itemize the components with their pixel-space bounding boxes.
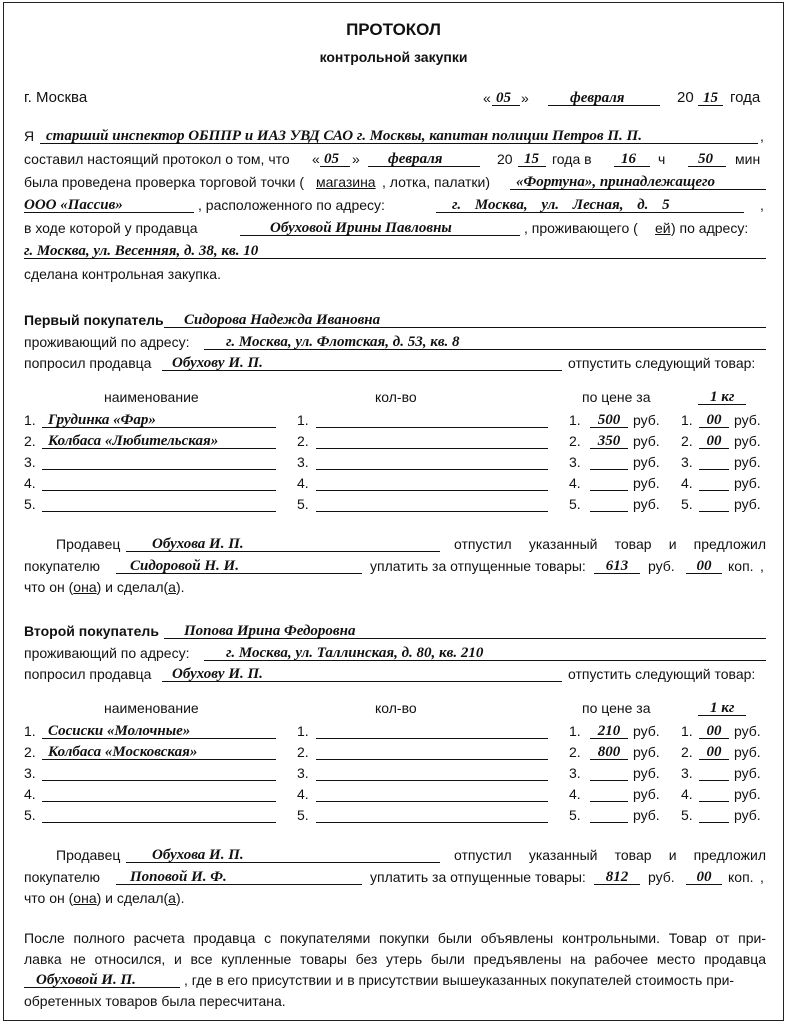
date-open-quote: « bbox=[483, 90, 491, 106]
rub-label: руб. bbox=[633, 433, 660, 449]
price-kop bbox=[699, 453, 729, 471]
price-kop: 00 bbox=[706, 433, 722, 449]
row-number: 2. bbox=[681, 433, 693, 449]
buyer-name: Попова Ирина Федоровна bbox=[184, 623, 356, 639]
intro-line-7: сделана контрольная закупка. bbox=[24, 266, 221, 282]
rub-label: руб. bbox=[734, 454, 761, 470]
place: г. Москва bbox=[24, 89, 88, 106]
total-rub: 812 bbox=[605, 869, 629, 885]
pay-label: уплатить за отпущенные товары: bbox=[370, 558, 586, 574]
underline bbox=[316, 722, 548, 739]
row-number: 4. bbox=[681, 475, 693, 491]
check-hour: 16 bbox=[621, 151, 636, 167]
total-rub: 613 bbox=[605, 558, 629, 574]
item-name: Колбаса «Московская» bbox=[48, 744, 198, 760]
row-number: 5. bbox=[24, 807, 36, 823]
underline bbox=[42, 453, 276, 470]
rub-label: руб. bbox=[734, 744, 761, 760]
underline bbox=[316, 453, 548, 470]
row-number: 2. bbox=[24, 744, 36, 760]
seller-name: Обухова И. П. bbox=[152, 536, 244, 552]
underline bbox=[42, 764, 276, 781]
price-kop: 00 bbox=[706, 412, 722, 428]
rub-label: руб. bbox=[734, 475, 761, 491]
residing-label: проживающий по адресу: bbox=[24, 645, 190, 661]
rub-label: руб. bbox=[734, 723, 761, 739]
row-number: 5. bbox=[24, 496, 36, 512]
date-close-quote: » bbox=[521, 90, 529, 106]
price-kop bbox=[699, 785, 729, 803]
check-day: 05 bbox=[324, 151, 339, 167]
underline bbox=[42, 785, 276, 802]
rub-label: руб. bbox=[633, 786, 660, 802]
seller-label: Продавец bbox=[56, 847, 121, 863]
rub-label: руб. bbox=[633, 496, 660, 512]
row-number: 2. bbox=[297, 744, 309, 760]
total-kop: 00 bbox=[696, 869, 712, 885]
price-unit: 1 кг bbox=[710, 389, 735, 405]
buyer-name-dative: Сидоровой Н. И. bbox=[130, 558, 239, 574]
did-part: ). bbox=[175, 890, 185, 906]
row-number: 5. bbox=[297, 496, 309, 512]
row-number: 1. bbox=[24, 412, 36, 428]
row-number: 3. bbox=[569, 454, 581, 470]
underline bbox=[42, 806, 276, 823]
total-kop: 00 bbox=[696, 558, 712, 574]
price-rub bbox=[590, 785, 628, 803]
row-number: 2. bbox=[569, 433, 581, 449]
row-number: 5. bbox=[681, 807, 693, 823]
row-number: 1. bbox=[569, 723, 581, 739]
row-number: 4. bbox=[569, 786, 581, 802]
release-label: отпустить следующий товар: bbox=[568, 666, 756, 682]
price-rub bbox=[590, 495, 628, 513]
row-number: 3. bbox=[24, 765, 36, 781]
residing-label: проживающий по адресу: bbox=[24, 334, 190, 350]
closing-seller-name: Обуховой И. П. bbox=[36, 972, 136, 988]
rub-label: руб. bbox=[633, 807, 660, 823]
shop-name-1: «Фортуна», принадлежащего bbox=[516, 174, 716, 190]
underline bbox=[42, 474, 276, 491]
row-number: 4. bbox=[297, 786, 309, 802]
buyer-name: Сидорова Надежда Ивановна bbox=[184, 312, 381, 328]
released-label: отпустил указанный товар и предложил bbox=[454, 536, 766, 552]
buyer-word-label: покупателю bbox=[24, 558, 100, 574]
did-part: ) и сделал( bbox=[96, 890, 169, 906]
underline bbox=[316, 411, 548, 428]
buyer-label: Второй покупатель bbox=[24, 623, 159, 639]
row-number: 5. bbox=[569, 807, 581, 823]
doc-title: ПРОТОКОЛ bbox=[346, 20, 441, 39]
rub-label: руб. bbox=[734, 412, 761, 428]
price-rub bbox=[590, 474, 628, 492]
buyer-name-dative: Поповой И. Ф. bbox=[130, 869, 227, 885]
price-rub: 800 bbox=[597, 744, 621, 760]
price-kop bbox=[699, 495, 729, 513]
col-name-header: наименование bbox=[104, 389, 199, 405]
col-name-header: наименование bbox=[104, 700, 199, 716]
price-rub bbox=[590, 453, 628, 471]
price-unit: 1 кг bbox=[710, 700, 735, 716]
seller-full-name: Обуховой Ирины Павловны bbox=[270, 220, 452, 236]
rub-label: руб. bbox=[734, 807, 761, 823]
buyer-label: Первый покупатель bbox=[24, 312, 164, 328]
price-kop: 00 bbox=[706, 723, 722, 739]
row-number: 2. bbox=[569, 744, 581, 760]
seller-address: г. Москва, ул. Весенняя, д. 38, кв. 10 bbox=[24, 243, 259, 259]
row-number: 1. bbox=[297, 723, 309, 739]
underline bbox=[316, 495, 548, 512]
underline bbox=[316, 806, 548, 823]
row-number: 3. bbox=[24, 454, 36, 470]
buyer-address: г. Москва, ул. Таллинская, д. 80, кв. 210 bbox=[226, 645, 484, 661]
did-part: она bbox=[73, 579, 97, 595]
row-number: 2. bbox=[681, 744, 693, 760]
row-number: 4. bbox=[24, 475, 36, 491]
row-number: 4. bbox=[681, 786, 693, 802]
row-number: 3. bbox=[297, 454, 309, 470]
seller-name: Обухову И. П. bbox=[172, 666, 263, 682]
row-number: 3. bbox=[569, 765, 581, 781]
comma: , bbox=[760, 869, 764, 885]
row-number: 4. bbox=[297, 475, 309, 491]
kop-label: коп. bbox=[728, 869, 754, 885]
rub-label: руб. bbox=[633, 475, 660, 491]
date-month: февраля bbox=[570, 90, 625, 106]
shop-address: г. Москва, ул. Лесная, д. 5 bbox=[452, 197, 670, 213]
date-year-prefix: 20 bbox=[677, 89, 694, 106]
col-price-header: по цене за bbox=[582, 389, 651, 405]
did-part: а bbox=[168, 579, 176, 595]
underline bbox=[316, 474, 548, 491]
col-qty-header: кол-во bbox=[375, 700, 417, 716]
asked-seller-label: попросил продавца bbox=[24, 666, 152, 682]
underline bbox=[42, 495, 276, 512]
rub-label: руб. bbox=[648, 869, 675, 885]
seller-label: Продавец bbox=[56, 536, 121, 552]
price-rub: 350 bbox=[597, 433, 621, 449]
row-number: 3. bbox=[297, 765, 309, 781]
asked-seller-label: попросил продавца bbox=[24, 355, 152, 371]
doc-subtitle: контрольной закупки bbox=[319, 49, 468, 65]
rub-label: руб. bbox=[633, 765, 660, 781]
did-part: а bbox=[168, 890, 176, 906]
release-label: отпустить следующий товар: bbox=[568, 355, 756, 371]
price-kop bbox=[699, 806, 729, 824]
inspector-name: старший инспектор ОБППР и ИАЗ УВД САО г. Москвы, капитан полиции Петров П. П. bbox=[46, 128, 642, 144]
row-number: 1. bbox=[24, 723, 36, 739]
row-number: 2. bbox=[297, 433, 309, 449]
kop-label: коп. bbox=[728, 558, 754, 574]
date-day: 05 bbox=[496, 90, 511, 106]
row-number: 1. bbox=[681, 723, 693, 739]
item-name: Грудинка «Фар» bbox=[48, 412, 156, 428]
rub-label: руб. bbox=[734, 433, 761, 449]
underline bbox=[316, 764, 548, 781]
row-number: 5. bbox=[569, 496, 581, 512]
rub-label: руб. bbox=[633, 454, 660, 470]
did-line bbox=[24, 889, 185, 907]
check-month: февраля bbox=[388, 151, 443, 167]
row-number: 1. bbox=[681, 412, 693, 428]
price-rub: 210 bbox=[597, 723, 621, 739]
row-number: 5. bbox=[681, 496, 693, 512]
check-minutes: 50 bbox=[698, 151, 713, 167]
price-rub bbox=[590, 764, 628, 782]
price-rub: 500 bbox=[597, 412, 621, 428]
row-number: 3. bbox=[681, 765, 693, 781]
rub-label: руб. bbox=[734, 786, 761, 802]
rub-label: руб. bbox=[633, 744, 660, 760]
price-kop: 00 bbox=[706, 744, 722, 760]
comma: , bbox=[760, 558, 764, 574]
did-line bbox=[24, 578, 185, 596]
date-year: 15 bbox=[703, 90, 718, 106]
released-label: отпустил указанный товар и предложил bbox=[454, 847, 766, 863]
row-number: 4. bbox=[569, 475, 581, 491]
pay-label: уплатить за отпущенные товары: bbox=[370, 869, 586, 885]
rub-label: руб. bbox=[648, 558, 675, 574]
date-year-word: года bbox=[730, 89, 761, 106]
item-name: Колбаса «Любительская» bbox=[48, 433, 219, 449]
shop-name-2: ООО «Пассив» bbox=[24, 197, 123, 213]
item-name: Сосиски «Молочные» bbox=[48, 723, 191, 739]
did-part: ) и сделал( bbox=[96, 579, 169, 595]
row-number: 1. bbox=[569, 412, 581, 428]
did-part: она bbox=[73, 890, 97, 906]
did-part: что он ( bbox=[24, 890, 74, 906]
row-number: 1. bbox=[297, 412, 309, 428]
row-number: 3. bbox=[681, 454, 693, 470]
price-rub bbox=[590, 806, 628, 824]
underline bbox=[316, 785, 548, 802]
check-year: 15 bbox=[524, 151, 539, 167]
did-part: что он ( bbox=[24, 579, 74, 595]
buyer-word-label: покупателю bbox=[24, 869, 100, 885]
rub-label: руб. bbox=[633, 723, 660, 739]
did-part: ). bbox=[175, 579, 185, 595]
underline bbox=[316, 743, 548, 760]
price-kop bbox=[699, 474, 729, 492]
row-number: 4. bbox=[24, 786, 36, 802]
row-number: 5. bbox=[297, 807, 309, 823]
row-number: 2. bbox=[24, 433, 36, 449]
price-kop bbox=[699, 764, 729, 782]
col-price-header: по цене за bbox=[582, 700, 651, 716]
seller-name: Обухова И. П. bbox=[152, 847, 244, 863]
rub-label: руб. bbox=[633, 412, 660, 428]
rub-label: руб. bbox=[734, 765, 761, 781]
seller-name: Обухову И. П. bbox=[172, 355, 263, 371]
rub-label: руб. bbox=[734, 496, 761, 512]
buyer-address: г. Москва, ул. Флотская, д. 53, кв. 8 bbox=[226, 334, 460, 350]
col-qty-header: кол-во bbox=[375, 389, 417, 405]
underline bbox=[316, 432, 548, 449]
